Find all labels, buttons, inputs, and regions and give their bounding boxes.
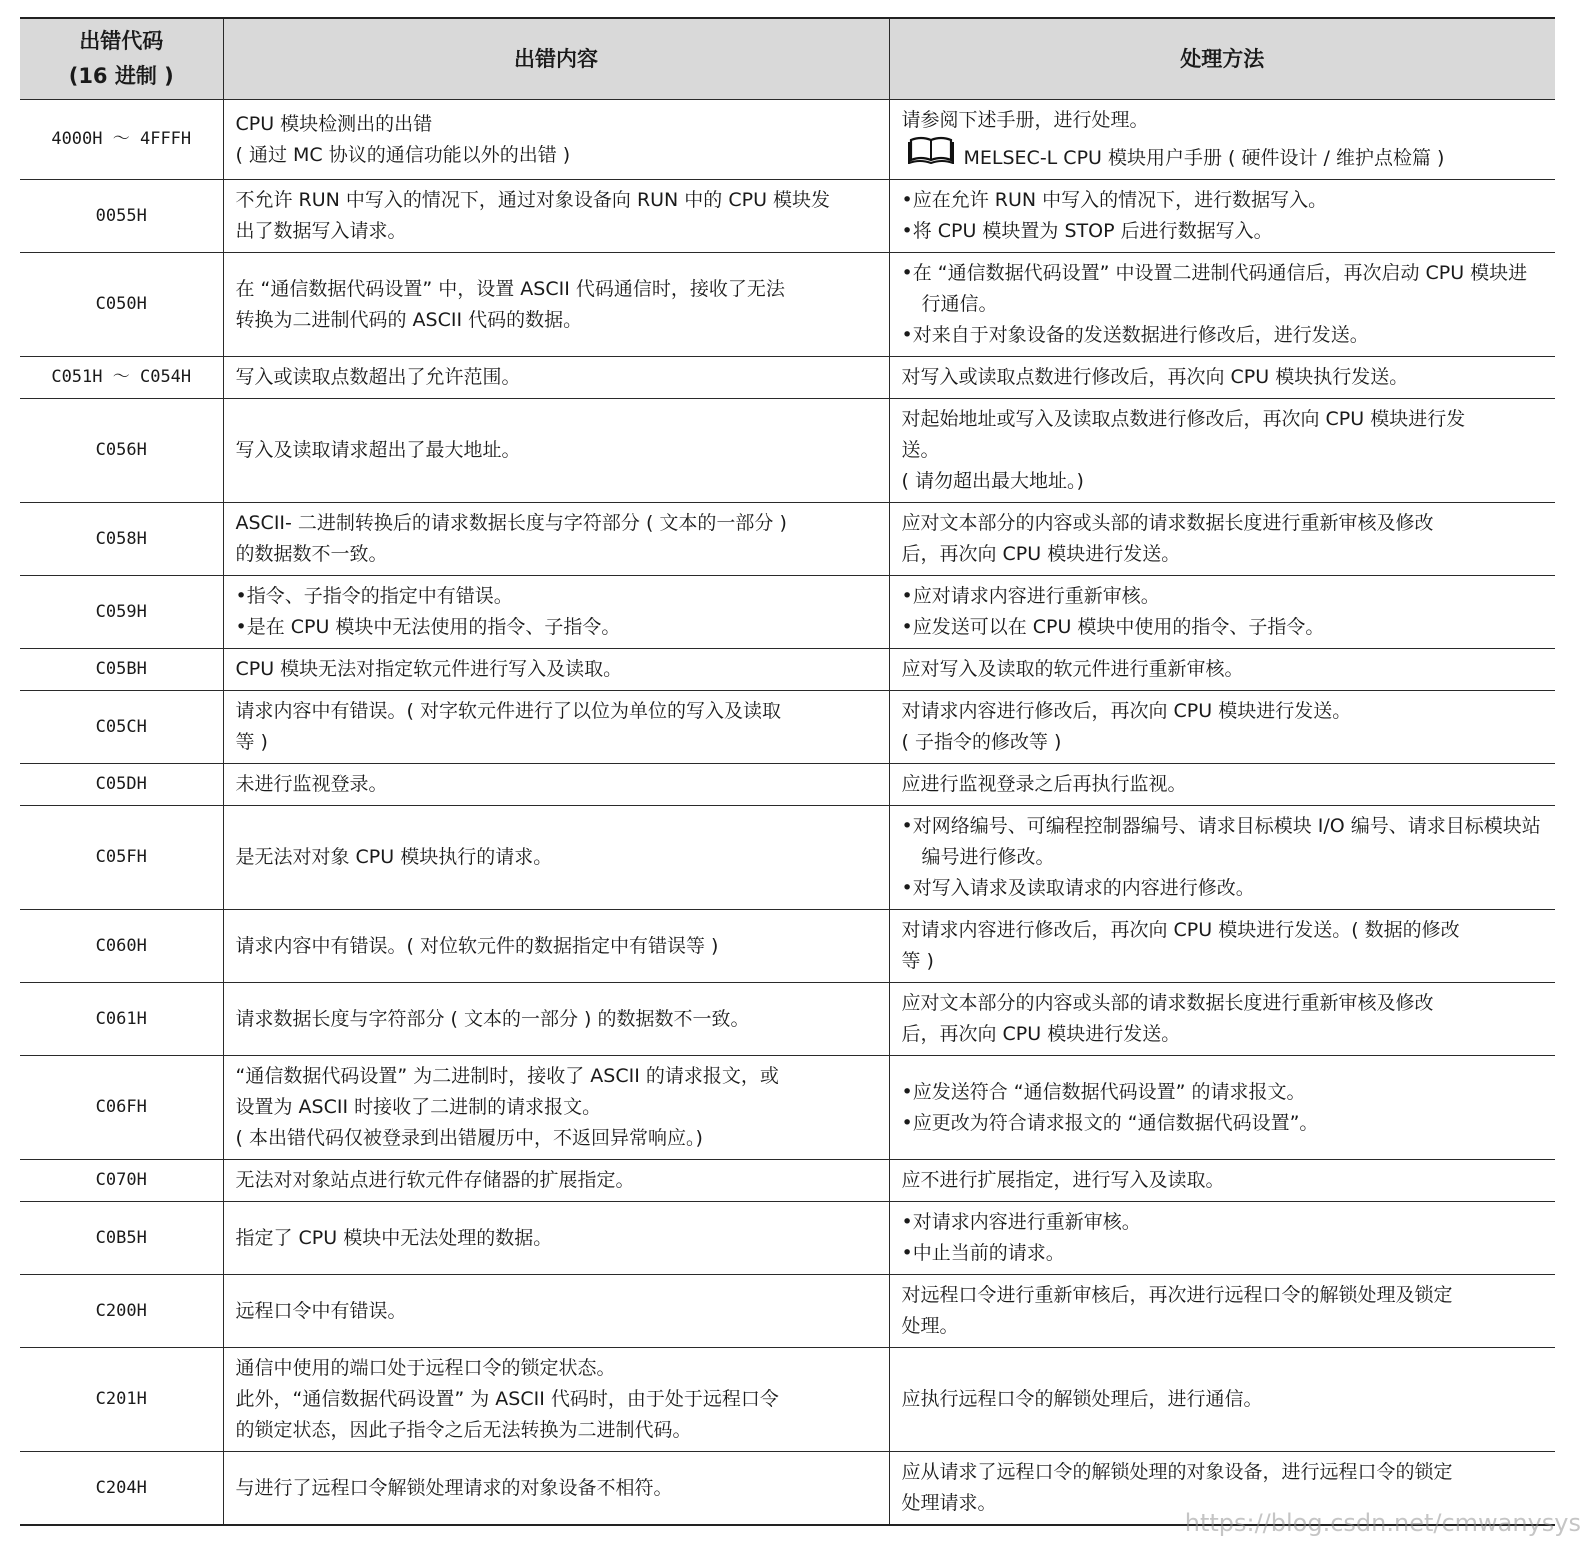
error-code-cell: C201H [20,1348,223,1452]
error-content-line: 请求内容中有错误。( 对位软元件的数据指定中有错误等 ) [235,934,719,957]
error-content-line: 是无法对对象 CPU 模块执行的请求。 [235,846,553,868]
error-code-cell: C06FH [20,1056,223,1160]
table-row [20,399,1555,503]
error-content-line: 与进行了远程口令解锁处理请求的对象设备不相符。 [235,1476,673,1499]
error-content-line: 请求内容中有错误。( 对字软元件进行了以位为单位的写入及读取 [235,700,781,722]
handling-method-cell [889,357,1555,399]
error-content-cell [223,180,889,253]
error-content-line: 无法对对象站点进行软元件存储器的扩展指定。 [235,1169,635,1191]
handling-method-line: 后，再次向 CPU 模块进行发送。 [901,1023,1181,1045]
table-row [20,1160,1555,1202]
error-content-line: 的锁定状态，因此子指令之后无法转换为二进制代码。 [235,1419,692,1441]
handling-method-cell [889,1056,1555,1160]
error-code-cell: C200H [20,1275,223,1348]
table-row [20,983,1555,1056]
error-content-cell [223,576,889,649]
error-content-line: CPU 模块检测出的出错 [235,112,433,135]
handling-method-bullet: •应对请求内容进行重新审核。 [901,585,1160,607]
header-error-code-line2: (16 进制 ) [68,64,174,88]
table-row [20,100,1555,180]
error-content-line: 远程口令中有错误。 [235,1299,407,1322]
error-content-line: •是在 CPU 模块中无法使用的指令、子指令。 [235,616,621,638]
header-handling-method: 处理方法 [889,18,1555,100]
handling-method-cell [889,399,1555,503]
handling-method-cell [889,691,1555,764]
error-code-cell: C050H [20,253,223,357]
error-content-line: 等 ) [235,731,268,753]
error-code-cell: C051H ～ C054H [20,357,223,399]
error-content-cell [223,357,889,399]
table-row [20,910,1555,983]
error-code-cell: C204H [20,1452,223,1526]
error-content-line: 转换为二进制代码的 ASCII 代码的数据。 [235,308,583,331]
error-content-line: 写入及读取请求超出了最大地址。 [235,439,521,461]
error-code-cell: C0B5H [20,1202,223,1275]
error-content-cell [223,253,889,357]
error-content-cell [223,1202,889,1275]
error-content-cell [223,100,889,180]
handling-method-bullet: •应在允许 RUN 中写入的情况下，进行数据写入。 [901,189,1328,211]
handling-method-bullet: •将 CPU 模块置为 STOP 后进行数据写入。 [901,220,1273,242]
handling-method-cell [889,100,1555,180]
error-content-line: ASCII- 二进制转换后的请求数据长度与字符部分 ( 文本的一部分 ) [235,512,787,534]
handling-method-line: 请参阅下述手册，进行处理。 [901,109,1149,131]
handling-method-cell [889,764,1555,806]
table-row [20,1348,1555,1452]
error-content-cell [223,503,889,576]
handling-method-line: 后，再次向 CPU 模块进行发送。 [901,543,1181,565]
error-content-line: ( 通过 MC 协议的通信功能以外的出错 ) [235,143,571,166]
table-row [20,357,1555,399]
table-body [20,100,1555,1526]
handling-method-cell [889,1348,1555,1452]
handling-method-bullet: •对请求内容进行重新审核。 [901,1211,1141,1233]
handling-method-line: 等 ) [901,950,934,972]
error-content-line: ( 本出错代码仅被登录到出错履历中，不返回异常响应。) [235,1127,703,1149]
error-code-cell: 4000H ～ 4FFFH [20,100,223,180]
error-content-line: •指令、子指令的指定中有错误。 [235,585,513,607]
error-content-line: 在 “通信数据代码设置” 中，设置 ASCII 代码通信时，接收了无法 [235,277,785,300]
handling-method-line: 应执行远程口令的解锁处理后，进行通信。 [901,1388,1263,1410]
error-content-line: CPU 模块无法对指定软元件进行写入及读取。 [235,658,623,680]
error-content-line: “通信数据代码设置” 为二进制时，接收了 ASCII 的请求报文，或 [235,1065,779,1087]
error-content-line: 出了数据写入请求。 [235,220,407,242]
table-row [20,1056,1555,1160]
table-header-row [20,18,1555,100]
error-code-table [20,17,1555,1526]
header-error-content: 出错内容 [223,18,889,100]
error-code-cell: C056H [20,399,223,503]
handling-method-line: 应对写入及读取的软元件进行重新审核。 [901,658,1244,680]
handling-method-cell [889,253,1555,357]
handling-method-cell [889,1202,1555,1275]
error-code-cell: C058H [20,503,223,576]
book-icon [908,136,954,164]
handling-method-line: 应进行监视登录之后再执行监视。 [901,773,1187,795]
error-content-cell [223,983,889,1056]
error-content-line: 写入或读取点数超出了允许范围。 [235,366,521,388]
handling-method-cell [889,806,1555,910]
error-content-cell [223,806,889,910]
handling-method-line: 处理。 [901,1315,959,1337]
error-content-line: 设置为 ASCII 时接收了二进制的请求报文。 [235,1096,602,1118]
table-row [20,691,1555,764]
error-code-cell: C059H [20,576,223,649]
handling-method-line: 应不进行扩展指定，进行写入及读取。 [901,1169,1225,1191]
error-code-cell: C061H [20,983,223,1056]
handling-method-cell [889,576,1555,649]
error-code-cell: C070H [20,1160,223,1202]
handling-method-bullet: •应发送符合 “通信数据代码设置” 的请求报文。 [901,1080,1306,1103]
table-row [20,253,1555,357]
handling-method-line: 对远程口令进行重新审核后，再次进行远程口令的解锁处理及锁定 [901,1284,1453,1306]
error-code-cell: C05FH [20,806,223,910]
handling-method-line: 对请求内容进行修改后，再次向 CPU 模块进行发送。( 数据的修改 [901,919,1460,941]
handling-method-bullet: •中止当前的请求。 [901,1242,1065,1264]
handling-method-cell [889,649,1555,691]
header-error-code [20,18,223,100]
error-code-cell: 0055H [20,180,223,253]
manual-reference [902,136,1544,174]
error-content-cell [223,1348,889,1452]
error-content-cell [223,649,889,691]
handling-method-cell [889,180,1555,253]
handling-method-line: 对请求内容进行修改后，再次向 CPU 模块进行发送。 [901,700,1352,722]
handling-method-line: 应从请求了远程口令的解锁处理的对象设备，进行远程口令的锁定 [901,1461,1453,1483]
header-error-code-line1: 出错代码 [79,29,164,53]
error-code-cell: C05DH [20,764,223,806]
error-content-cell [223,1275,889,1348]
handling-method-bullet: •应发送可以在 CPU 模块中使用的指令、子指令。 [901,616,1325,638]
table-row [20,649,1555,691]
manual-reference-text: MELSEC-L CPU 模块用户手册 ( 硬件设计 / 维护点检篇 ) [963,147,1445,169]
error-content-cell [223,764,889,806]
handling-method-bullet: •在 “通信数据代码设置” 中设置二进制代码通信后，再次启动 CPU 模块进行通信。 [901,262,1528,315]
error-content-line: 请求数据长度与字符部分 ( 文本的一部分 ) 的数据数不一致。 [235,1007,750,1030]
error-content-cell [223,399,889,503]
error-code-cell: C05BH [20,649,223,691]
handling-method-cell [889,1275,1555,1348]
error-content-cell [223,691,889,764]
handling-method-line: 对起始地址或写入及读取点数进行修改后，再次向 CPU 模块进行发 [901,408,1466,430]
error-content-line: 不允许 RUN 中写入的情况下，通过对象设备向 RUN 中的 CPU 模块发 [235,189,831,211]
handling-method-cell [889,910,1555,983]
error-content-cell [223,1452,889,1526]
handling-method-line: 应对文本部分的内容或头部的请求数据长度进行重新审核及修改 [901,992,1434,1014]
error-content-cell [223,910,889,983]
error-code-cell: C05CH [20,691,223,764]
error-content-line: 未进行监视登录。 [235,773,388,795]
handling-method-bullet: •应更改为符合请求报文的 “通信数据代码设置”。 [901,1111,1319,1134]
error-content-line: 通信中使用的端口处于远程口令的锁定状态。 [235,1357,616,1379]
handling-method-line: 送。 [901,439,940,461]
handling-method-bullet: •对写入请求及读取请求的内容进行修改。 [901,877,1255,899]
watermark: https://blog.csdn.net/cmwanysys [1184,1509,1581,1537]
handling-method-line: ( 子指令的修改等 ) [901,731,1062,753]
handling-method-bullet: •对来自于对象设备的发送数据进行修改后，进行发送。 [901,324,1369,346]
error-content-cell [223,1160,889,1202]
handling-method-line: 应对文本部分的内容或头部的请求数据长度进行重新审核及修改 [901,512,1434,534]
table-row [20,806,1555,910]
handling-method-cell [889,983,1555,1056]
error-content-line: 的数据数不一致。 [235,543,388,565]
table-row [20,764,1555,806]
error-content-line: 指定了 CPU 模块中无法处理的数据。 [235,1226,553,1249]
table-row [20,180,1555,253]
error-code-cell: C060H [20,910,223,983]
handling-method-cell [889,1160,1555,1202]
error-content-cell [223,1056,889,1160]
table-row [20,1275,1555,1348]
handling-method-bullet: •对网络编号、可编程控制器编号、请求目标模块 I/O 编号、请求目标模块站编号进行修改。 [901,815,1541,868]
handling-method-line: 对写入或读取点数进行修改后，再次向 CPU 模块执行发送。 [901,366,1409,388]
handling-method-line: ( 请勿超出最大地址。) [901,470,1084,492]
handling-method-cell [889,503,1555,576]
error-content-line: 此外，“通信数据代码设置” 为 ASCII 代码时，由于处于远程口令 [235,1388,779,1410]
table-row [20,503,1555,576]
handling-method-line: 处理请求。 [901,1492,997,1514]
table-row [20,1202,1555,1275]
table-row [20,576,1555,649]
